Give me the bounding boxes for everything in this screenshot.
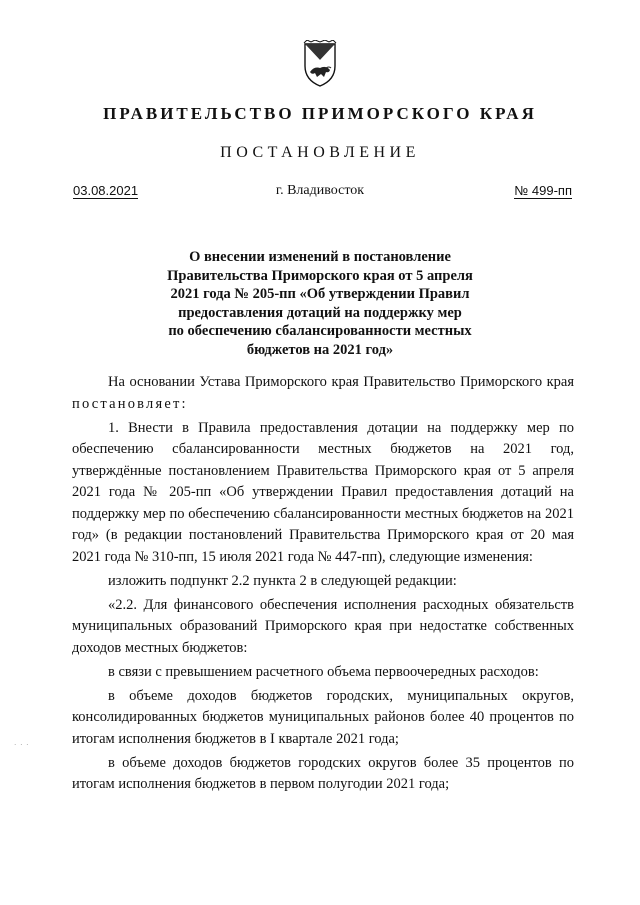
decree-body: [72, 372, 574, 798]
title-line: 2021 года № 205-пп «Об утверждении Правил: [170, 286, 470, 302]
primorsky-krai-coat-of-arms-icon: [302, 40, 338, 88]
preamble-paragraph: [72, 372, 574, 415]
title-line: по обеспечению сбалансированности местных: [168, 323, 472, 339]
item-1-paragraph: 1. Внести в Правила предоставления дотации на поддержку мер по обеспечению сбалансированности местных бюджетов на 2021 год, утверждённые постановлением Правительства Приморского края от 5 апреля 2021 года № 205-пп «Об утверждении Правил предоставления дотаций на поддержку мер по обеспечению сбалансированности местных бюджетов на 2021 год» (в редакции постановлений Правительства Приморского края от 20 мая 2021 года № 310-пп, 15 июля 2021 года № 447-пп), следующие изменения:: [72, 419, 574, 565]
title-line: бюджетов на 2021 год»: [246, 341, 394, 358]
clause-condition-40-percent: в объеме доходов бюджетов городских, муниципальных округов, консолидированных бюджетов муниципальных районов более 40 процентов по итогам исполнения бюджетов в I квартале 2021 года;: [72, 687, 574, 747]
title-line: О внесении изменений в постановление: [189, 249, 451, 265]
scan-margin-mark: · · ·: [14, 741, 30, 749]
decree-date: 03.08.2021: [73, 183, 139, 198]
amendment-instruction: изложить подпункт 2.2 пункта 2 в следующей редакции:: [108, 572, 457, 589]
city-label: г. Владивосток: [275, 183, 365, 198]
title-line: предоставления дотаций на поддержку мер: [178, 304, 462, 321]
clause-condition-35-percent: в объеме доходов бюджетов городских округов более 35 процентов по итогам исполнения бюджетов в первом полугодии 2021 года;: [72, 754, 574, 792]
clause-2-2-paragraph: «2.2. Для финансового обеспечения исполнения расходных обязательств муниципальных образований Приморского края при недостатке собственных доходов местных бюджетов:: [72, 596, 574, 656]
preamble-text: На основании Устава Приморского края Правительство Приморского края: [108, 374, 574, 390]
decree-number: № 499-пп: [514, 183, 572, 198]
title-line: Правительства Приморского края от 5 апреля: [167, 267, 473, 284]
decree-title: [150, 248, 490, 359]
clause-condition-paragraph: в связи с превышением расчетного объема первоочередных расходов:: [108, 663, 539, 680]
government-heading: ПРАВИТЕЛЬСТВО ПРИМОРСКОГО КРАЯ: [103, 104, 537, 123]
document-type-heading: ПОСТАНОВЛЕНИЕ: [220, 144, 420, 161]
resolves-word: постановляет:: [72, 395, 188, 412]
